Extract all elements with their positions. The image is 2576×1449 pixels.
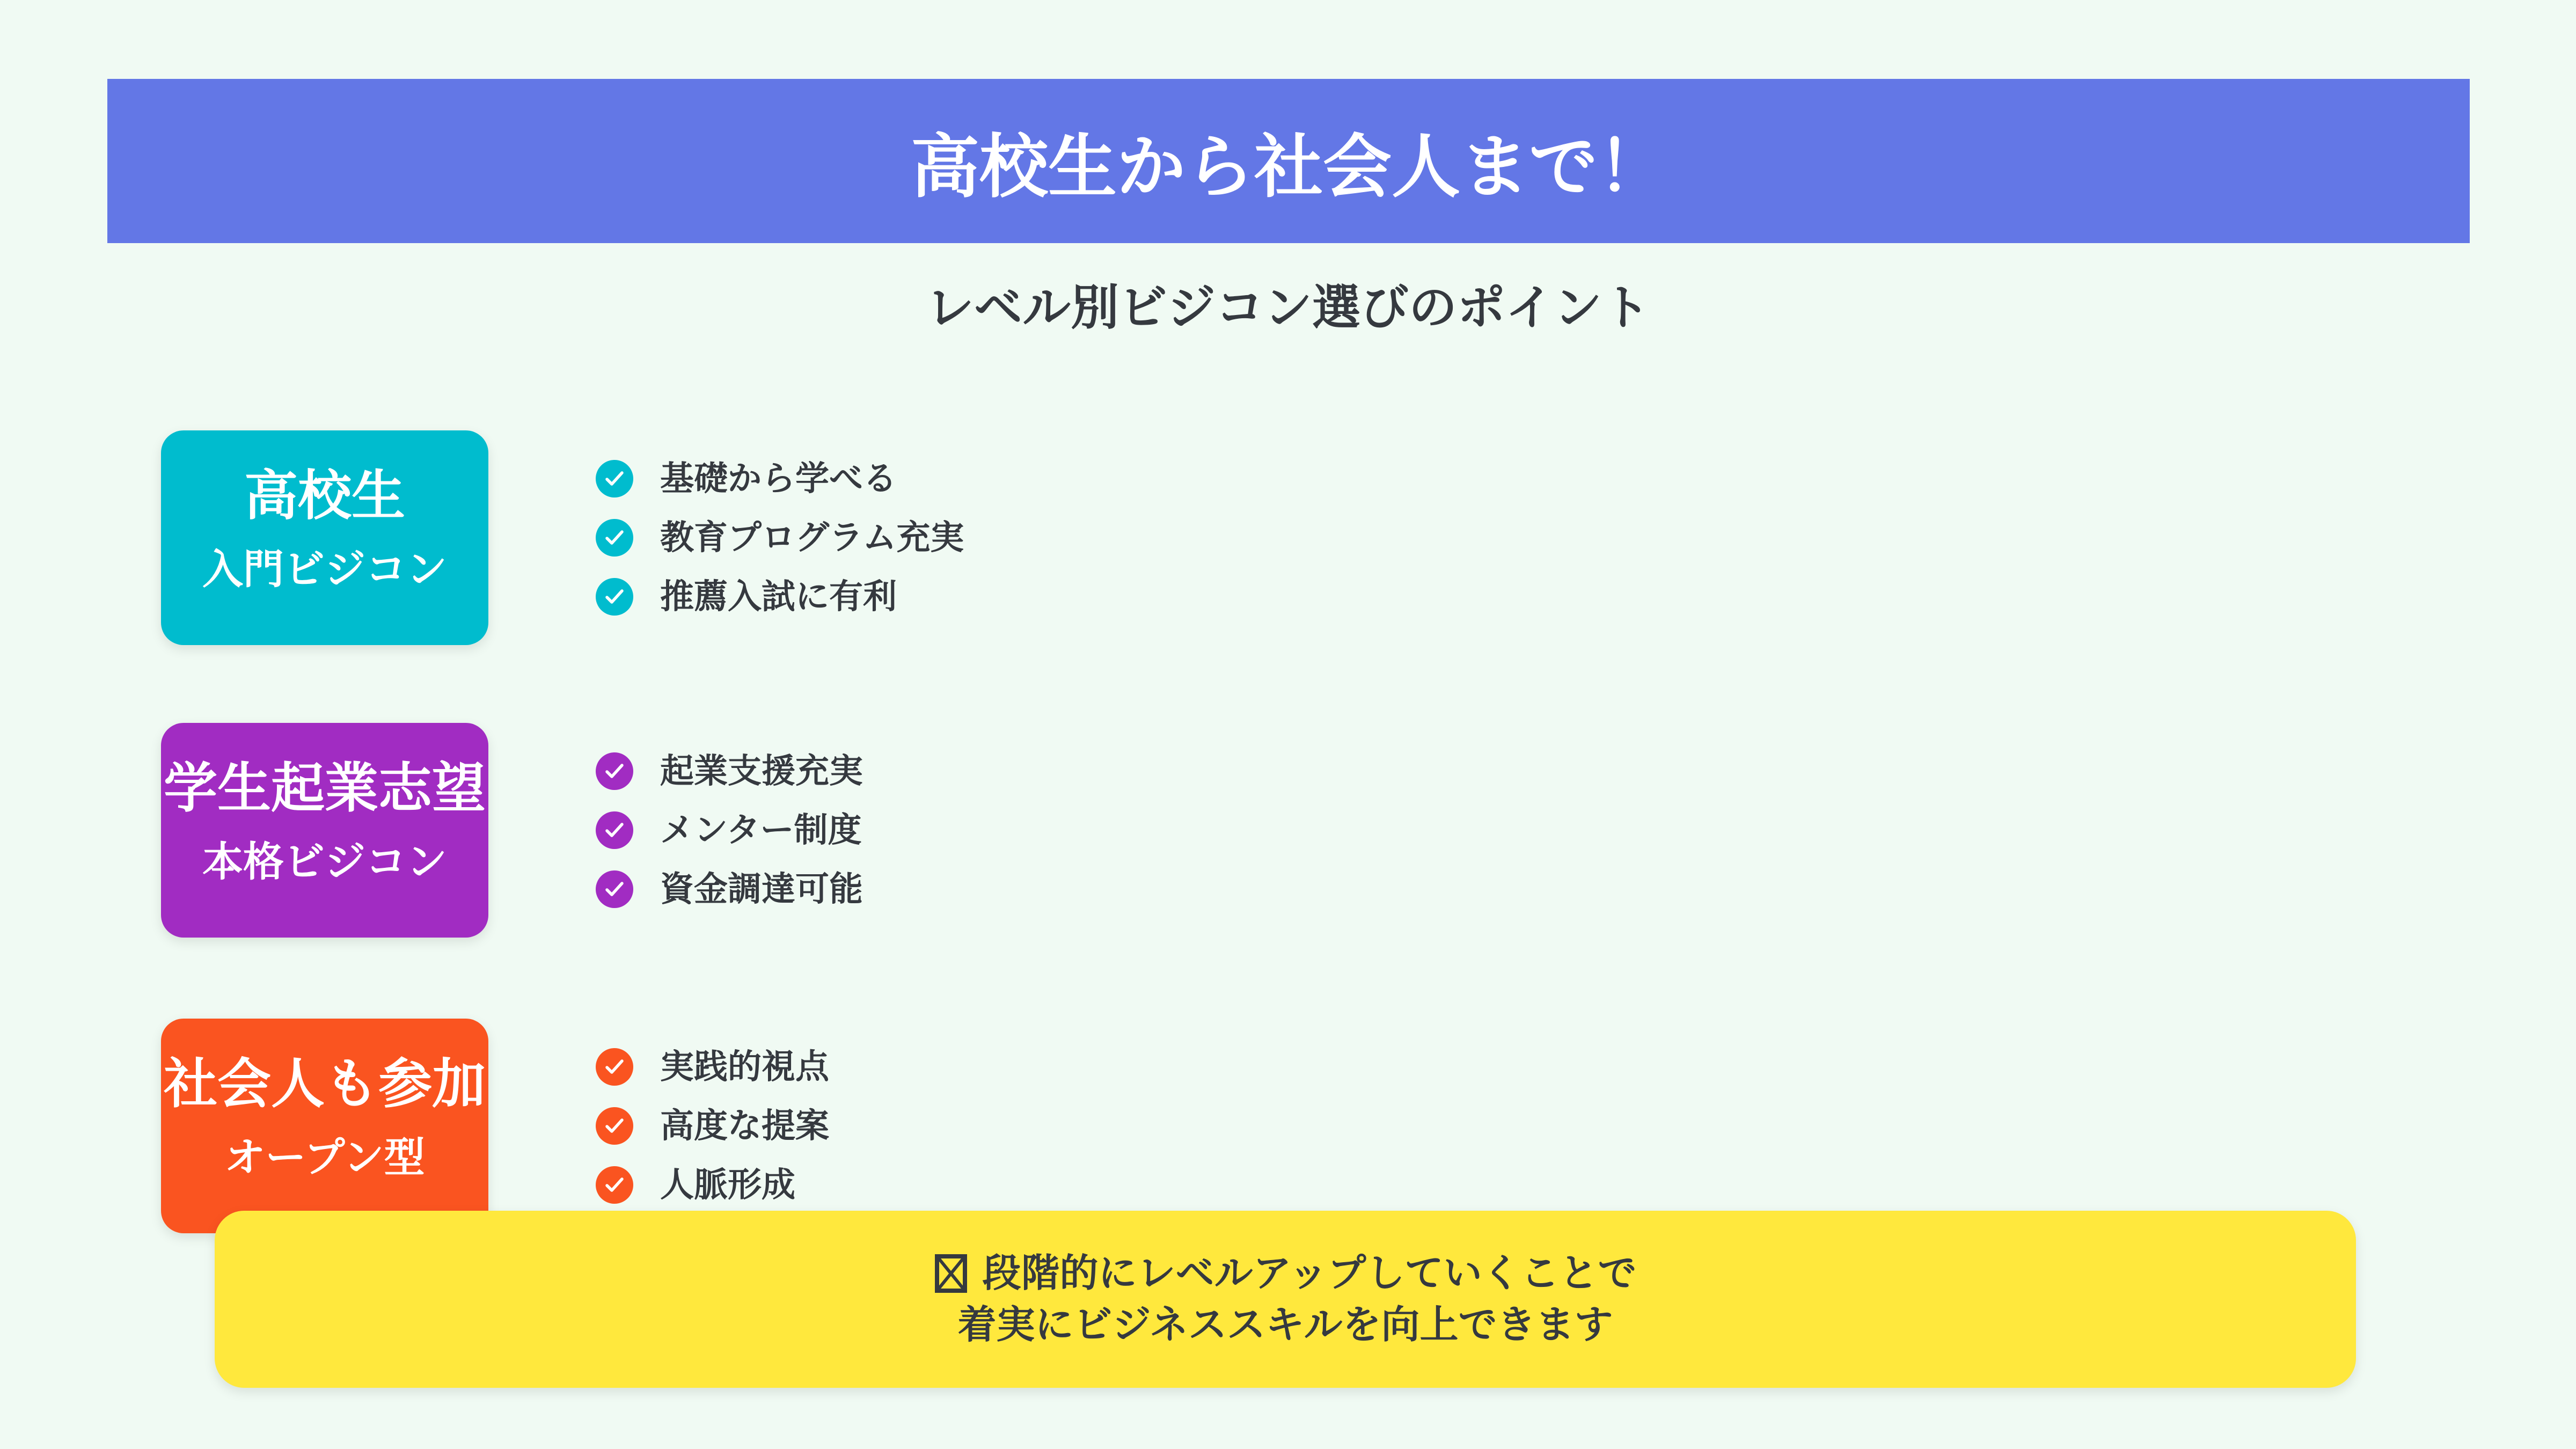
card-audience-label: 高校生	[244, 466, 405, 526]
list-item	[596, 870, 863, 908]
summary-text-1: 段階的にレベルアップしていくことで	[982, 1252, 1637, 1295]
check-item-label: 教育プログラム充実	[660, 518, 964, 557]
list-item	[596, 578, 964, 616]
check-circle-icon	[596, 1048, 633, 1086]
check-item-label: 起業支援充実	[660, 752, 863, 790]
check-circle-icon	[596, 1107, 633, 1145]
summary-text-2: 着実にビジネススキルを向上できます	[957, 1304, 1613, 1346]
check-item-label: 基礎から学べる	[660, 459, 897, 497]
page-subtitle: レベル別ビジコン選びのポイント	[926, 281, 1650, 335]
missing-glyph-icon	[934, 1254, 968, 1293]
check-item-label: 高度な提案	[660, 1107, 829, 1145]
list-item	[596, 1107, 829, 1145]
check-circle-icon	[596, 811, 633, 849]
list-item	[596, 460, 964, 497]
header-banner	[107, 79, 2470, 243]
check-list-student-entrepreneur	[596, 723, 863, 938]
summary-line-2	[957, 1302, 1613, 1348]
card-audience-label: 学生起業志望	[164, 758, 486, 818]
check-item-label: 推薦入試に有利	[660, 577, 897, 616]
level-row-student-entrepreneur	[161, 723, 863, 938]
level-row-working-adult	[161, 1019, 829, 1233]
check-list-highschool	[596, 430, 964, 645]
list-item	[596, 752, 863, 790]
card-contest-type-label: 入門ビジコン	[202, 547, 447, 592]
card-contest-type-label: 本格ビジコン	[202, 839, 447, 885]
check-item-label: 資金調達可能	[660, 870, 863, 908]
check-item-label: メンター制度	[660, 811, 862, 849]
check-circle-icon	[596, 578, 633, 616]
check-circle-icon	[596, 460, 633, 497]
level-card-highschool	[161, 430, 488, 645]
check-item-label: 実践的視点	[660, 1048, 829, 1086]
check-circle-icon	[596, 519, 633, 557]
summary-banner	[215, 1211, 2356, 1388]
level-card-working-adult	[161, 1019, 488, 1233]
list-item	[596, 1048, 829, 1086]
level-row-highschool	[161, 430, 964, 645]
list-item	[596, 811, 863, 849]
check-circle-icon	[596, 870, 633, 908]
summary-line-1	[934, 1250, 1637, 1297]
check-circle-icon	[596, 1166, 633, 1204]
card-audience-label: 社会人も参加	[164, 1054, 486, 1114]
check-item-label: 人脈形成	[660, 1166, 795, 1204]
list-item	[596, 519, 964, 557]
check-circle-icon	[596, 752, 633, 790]
check-list-working-adult	[596, 1019, 829, 1233]
list-item	[596, 1166, 829, 1204]
card-contest-type-label: オープン型	[224, 1135, 425, 1181]
level-card-student-entrepreneur	[161, 723, 488, 938]
page-title: 高校生から社会人まで！	[910, 129, 1666, 206]
